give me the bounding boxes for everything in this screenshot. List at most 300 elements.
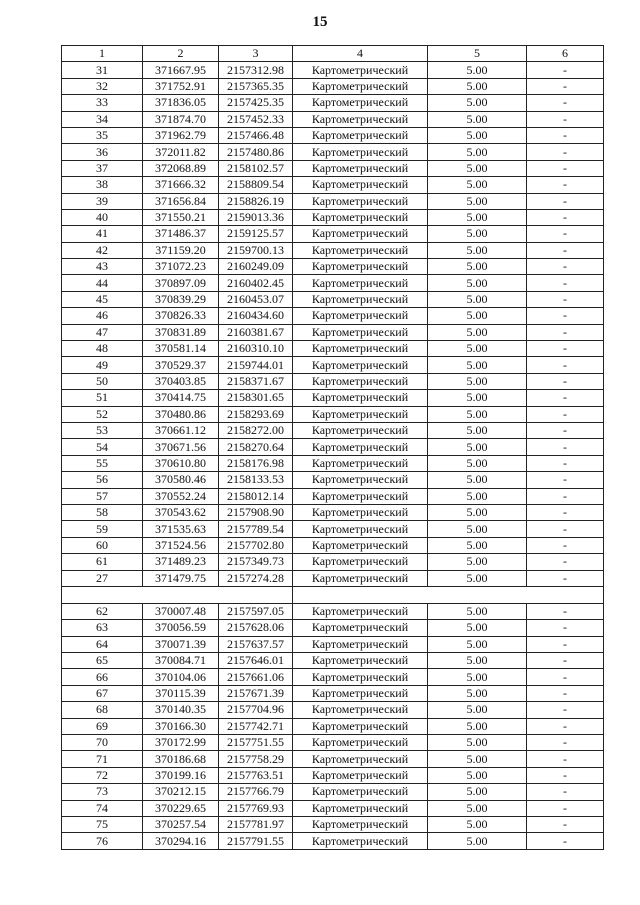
table-body-top	[62, 62, 604, 587]
table-row	[62, 177, 604, 193]
coordinates-table	[61, 45, 604, 850]
table-cell: 5.00	[428, 373, 527, 389]
table-cell: 38	[62, 177, 143, 193]
table-cell: -	[527, 160, 604, 176]
table-cell: Картометрический	[293, 259, 428, 275]
table-cell: 65	[62, 653, 143, 669]
table-cell: 2157480.86	[219, 144, 293, 160]
table-cell: 371159.20	[143, 242, 219, 258]
table-cell: -	[527, 226, 604, 242]
page-number: 15	[312, 14, 328, 30]
table-row	[62, 111, 604, 127]
table-row	[62, 78, 604, 94]
table-cell: 44	[62, 275, 143, 291]
table-row	[62, 308, 604, 324]
table-cell: -	[527, 324, 604, 340]
table-cell: 48	[62, 341, 143, 357]
table-cell: 2160402.45	[219, 275, 293, 291]
table-row	[62, 751, 604, 767]
table-cell: 2157766.79	[219, 784, 293, 800]
table-row	[62, 373, 604, 389]
table-cell: 5.00	[428, 95, 527, 111]
table-row	[62, 209, 604, 225]
table-cell: -	[527, 78, 604, 94]
table-cell: 33	[62, 95, 143, 111]
table-cell: 2157704.96	[219, 702, 293, 718]
table-cell: -	[527, 685, 604, 701]
table-cell: 5.00	[428, 357, 527, 373]
table-cell: -	[527, 784, 604, 800]
table-cell: 41	[62, 226, 143, 242]
table-row	[62, 275, 604, 291]
table-cell: 42	[62, 242, 143, 258]
table-row	[62, 833, 604, 849]
table-cell: 68	[62, 702, 143, 718]
table-cell: 5.00	[428, 735, 527, 751]
table-cell: Картометрический	[293, 422, 428, 438]
table-cell: 45	[62, 291, 143, 307]
table-cell: -	[527, 718, 604, 734]
table-cell: 2160310.10	[219, 341, 293, 357]
table-row	[62, 800, 604, 816]
table-cell: -	[527, 521, 604, 537]
table-cell: Картометрический	[293, 488, 428, 504]
table-cell: Картометрический	[293, 439, 428, 455]
table-separator	[62, 586, 604, 603]
table-cell: 5.00	[428, 570, 527, 586]
table-cell: 370084.71	[143, 653, 219, 669]
table-cell: -	[527, 735, 604, 751]
table-cell: 5.00	[428, 242, 527, 258]
table-cell: 5.00	[428, 718, 527, 734]
table-cell: 5.00	[428, 259, 527, 275]
table-cell: -	[527, 259, 604, 275]
table-cell: 370294.16	[143, 833, 219, 849]
table-cell: -	[527, 816, 604, 832]
table-cell: Картометрический	[293, 669, 428, 685]
table-cell: Картометрический	[293, 504, 428, 520]
table-row	[62, 784, 604, 800]
table-cell: Картометрический	[293, 570, 428, 586]
table-cell: 39	[62, 193, 143, 209]
table-cell: 370529.37	[143, 357, 219, 373]
table-cell: -	[527, 127, 604, 143]
table-cell: 370403.85	[143, 373, 219, 389]
table-header-row	[62, 46, 604, 62]
table-cell: 370007.48	[143, 603, 219, 619]
table-row	[62, 95, 604, 111]
table-cell: 35	[62, 127, 143, 143]
table-cell: 5.00	[428, 160, 527, 176]
table-cell: 27	[62, 570, 143, 586]
table-cell: Картометрический	[293, 554, 428, 570]
table-cell: 371524.56	[143, 537, 219, 553]
table-cell: 5.00	[428, 62, 527, 78]
table-cell: 371072.23	[143, 259, 219, 275]
table-row	[62, 767, 604, 783]
blank-separator-row	[62, 586, 604, 603]
table-cell: 5.00	[428, 455, 527, 471]
table-cell: 5.00	[428, 226, 527, 242]
table-cell: 47	[62, 324, 143, 340]
table-cell: -	[527, 554, 604, 570]
table-cell: 2157452.33	[219, 111, 293, 127]
table-cell: 2158176.98	[219, 455, 293, 471]
table-cell: 5.00	[428, 324, 527, 340]
table-cell: 370166.30	[143, 718, 219, 734]
table-cell: -	[527, 439, 604, 455]
table-cell: 36	[62, 144, 143, 160]
column-header: 3	[219, 46, 293, 62]
table-cell: Картометрический	[293, 209, 428, 225]
table-cell: -	[527, 702, 604, 718]
table-cell: 5.00	[428, 209, 527, 225]
table-cell: Картометрический	[293, 455, 428, 471]
table-cell: Картометрический	[293, 653, 428, 669]
table-cell: 70	[62, 735, 143, 751]
table-cell: Картометрический	[293, 226, 428, 242]
table-body-bottom	[62, 603, 604, 849]
table-cell: 370257.54	[143, 816, 219, 832]
table-cell: Картометрический	[293, 702, 428, 718]
table-cell: 2159744.01	[219, 357, 293, 373]
table-cell: -	[527, 767, 604, 783]
table-cell: 2157702.80	[219, 537, 293, 553]
table-cell: 370414.75	[143, 390, 219, 406]
table-cell: 370897.09	[143, 275, 219, 291]
table-cell: Картометрический	[293, 833, 428, 849]
table-row	[62, 620, 604, 636]
table-cell: 50	[62, 373, 143, 389]
table-cell: 2157349.73	[219, 554, 293, 570]
table-cell: 5.00	[428, 406, 527, 422]
table-cell: 2157312.98	[219, 62, 293, 78]
table-cell: -	[527, 669, 604, 685]
table-cell: 5.00	[428, 816, 527, 832]
table-cell: 51	[62, 390, 143, 406]
table-row	[62, 685, 604, 701]
table-cell: 370172.99	[143, 735, 219, 751]
table-cell: 2158270.64	[219, 439, 293, 455]
table-row	[62, 291, 604, 307]
table-cell: 370580.46	[143, 472, 219, 488]
table-cell: 72	[62, 767, 143, 783]
table-cell: 370610.80	[143, 455, 219, 471]
table-cell: 371962.79	[143, 127, 219, 143]
table-row	[62, 653, 604, 669]
table-cell: 5.00	[428, 702, 527, 718]
table-cell: 5.00	[428, 291, 527, 307]
table-cell: 57	[62, 488, 143, 504]
table-cell: 370212.15	[143, 784, 219, 800]
table-cell: Картометрический	[293, 718, 428, 734]
table-cell: Картометрический	[293, 521, 428, 537]
table-cell: -	[527, 833, 604, 849]
table-cell: Картометрический	[293, 636, 428, 652]
table-cell: 58	[62, 504, 143, 520]
table-cell: 49	[62, 357, 143, 373]
table-cell: 370552.24	[143, 488, 219, 504]
table-cell: Картометрический	[293, 751, 428, 767]
table-cell: 5.00	[428, 653, 527, 669]
table-cell: 370671.56	[143, 439, 219, 455]
table-cell: 2158133.53	[219, 472, 293, 488]
table-cell: Картометрический	[293, 127, 428, 143]
table-cell: -	[527, 504, 604, 520]
table-cell: 2160249.09	[219, 259, 293, 275]
table-cell: 371486.37	[143, 226, 219, 242]
table-cell: 2157637.57	[219, 636, 293, 652]
table-row	[62, 554, 604, 570]
table-cell: 370480.86	[143, 406, 219, 422]
table-cell: 2157661.06	[219, 669, 293, 685]
table-row	[62, 62, 604, 78]
table-cell: 61	[62, 554, 143, 570]
table-cell: Картометрический	[293, 144, 428, 160]
table-row	[62, 406, 604, 422]
table-cell: 371535.63	[143, 521, 219, 537]
table-cell: 2157791.55	[219, 833, 293, 849]
table-cell: 370186.68	[143, 751, 219, 767]
table-cell: 5.00	[428, 784, 527, 800]
table-cell: 5.00	[428, 751, 527, 767]
table-cell: 370581.14	[143, 341, 219, 357]
table-cell: 5.00	[428, 422, 527, 438]
table-cell: Картометрический	[293, 603, 428, 619]
table-cell: -	[527, 537, 604, 553]
table-cell: 370229.65	[143, 800, 219, 816]
table-cell: 370831.89	[143, 324, 219, 340]
table-cell: 5.00	[428, 488, 527, 504]
table-cell: 2159125.57	[219, 226, 293, 242]
table-cell: 370839.29	[143, 291, 219, 307]
table-cell: 46	[62, 308, 143, 324]
table-cell: -	[527, 242, 604, 258]
table-row	[62, 259, 604, 275]
table-cell: 2157628.06	[219, 620, 293, 636]
table-cell: -	[527, 488, 604, 504]
table-cell: -	[527, 95, 604, 111]
table-cell: 60	[62, 537, 143, 553]
table-cell: 5.00	[428, 800, 527, 816]
table-cell: 2158809.54	[219, 177, 293, 193]
table-cell: 5.00	[428, 504, 527, 520]
table-cell: 5.00	[428, 554, 527, 570]
table-cell: 2157789.54	[219, 521, 293, 537]
table-cell: 5.00	[428, 669, 527, 685]
table-cell: 5.00	[428, 308, 527, 324]
table-cell: 5.00	[428, 685, 527, 701]
table-cell: 2158826.19	[219, 193, 293, 209]
table-row	[62, 702, 604, 718]
table-cell: 2158301.65	[219, 390, 293, 406]
table-row	[62, 636, 604, 652]
table-cell: 34	[62, 111, 143, 127]
table-cell: 2157466.48	[219, 127, 293, 143]
table-cell: 371656.84	[143, 193, 219, 209]
table-cell: 371667.95	[143, 62, 219, 78]
table-row	[62, 816, 604, 832]
table-row	[62, 422, 604, 438]
table-cell: Картометрический	[293, 177, 428, 193]
table-cell: 2157274.28	[219, 570, 293, 586]
table-cell: Картометрический	[293, 291, 428, 307]
table-cell: -	[527, 751, 604, 767]
table-cell: 5.00	[428, 341, 527, 357]
table-row	[62, 341, 604, 357]
table-cell: -	[527, 275, 604, 291]
table-cell: 5.00	[428, 177, 527, 193]
table-cell: 370661.12	[143, 422, 219, 438]
table-cell: Картометрический	[293, 341, 428, 357]
table-cell: 372068.89	[143, 160, 219, 176]
table-row	[62, 439, 604, 455]
table-cell: 2157671.39	[219, 685, 293, 701]
table-cell: Картометрический	[293, 324, 428, 340]
table-row	[62, 193, 604, 209]
table-cell: 5.00	[428, 472, 527, 488]
table-cell: Картометрический	[293, 242, 428, 258]
table-cell: 73	[62, 784, 143, 800]
table-cell: 59	[62, 521, 143, 537]
table-cell: 74	[62, 800, 143, 816]
table-cell: 2157769.93	[219, 800, 293, 816]
table-cell: 5.00	[428, 144, 527, 160]
table-cell: Картометрический	[293, 784, 428, 800]
table-cell: Картометрический	[293, 735, 428, 751]
table-cell: Картометрический	[293, 160, 428, 176]
table-cell: Картометрический	[293, 357, 428, 373]
table-row	[62, 472, 604, 488]
table-cell: 71	[62, 751, 143, 767]
table-cell: -	[527, 653, 604, 669]
table-cell: 5.00	[428, 78, 527, 94]
table-cell: -	[527, 177, 604, 193]
table-row	[62, 455, 604, 471]
table-cell: -	[527, 603, 604, 619]
table-cell: 2157742.71	[219, 718, 293, 734]
table-cell: 2158371.67	[219, 373, 293, 389]
table-cell: -	[527, 406, 604, 422]
table-cell: 370543.62	[143, 504, 219, 520]
table-cell: 371752.91	[143, 78, 219, 94]
column-header: 5	[428, 46, 527, 62]
table-cell: -	[527, 341, 604, 357]
table-cell: Картометрический	[293, 78, 428, 94]
table-cell: 2157646.01	[219, 653, 293, 669]
table-cell: 370056.59	[143, 620, 219, 636]
table-cell: 2158012.14	[219, 488, 293, 504]
table-cell: 370071.39	[143, 636, 219, 652]
table-cell: Картометрический	[293, 308, 428, 324]
table-row	[62, 160, 604, 176]
column-header: 4	[293, 46, 428, 62]
table-cell: -	[527, 390, 604, 406]
table-cell: 370104.06	[143, 669, 219, 685]
table-cell: 5.00	[428, 537, 527, 553]
table-cell: Картометрический	[293, 111, 428, 127]
table-row	[62, 504, 604, 520]
column-header: 1	[62, 46, 143, 62]
table-cell: 67	[62, 685, 143, 701]
table-cell: -	[527, 111, 604, 127]
table-cell: -	[527, 62, 604, 78]
table-row	[62, 521, 604, 537]
table-cell: 5.00	[428, 833, 527, 849]
table-row	[62, 324, 604, 340]
table-cell: 56	[62, 472, 143, 488]
table-cell: Картометрический	[293, 275, 428, 291]
table-cell: 2157425.35	[219, 95, 293, 111]
table-cell: -	[527, 373, 604, 389]
table-cell: Картометрический	[293, 193, 428, 209]
table-cell: 40	[62, 209, 143, 225]
table-cell: 53	[62, 422, 143, 438]
table-cell: 370115.39	[143, 685, 219, 701]
table-cell: Картометрический	[293, 406, 428, 422]
table-cell: -	[527, 144, 604, 160]
table-cell: 55	[62, 455, 143, 471]
table-cell: -	[527, 570, 604, 586]
table-cell: 5.00	[428, 193, 527, 209]
table-cell: 2159013.36	[219, 209, 293, 225]
table-cell: 2157597.05	[219, 603, 293, 619]
table-cell: 63	[62, 620, 143, 636]
table-cell: 2157365.35	[219, 78, 293, 94]
blank-cell	[293, 586, 604, 603]
table-cell: 2160434.60	[219, 308, 293, 324]
table-cell: 5.00	[428, 439, 527, 455]
table-cell: 371874.70	[143, 111, 219, 127]
table-cell: 2157758.29	[219, 751, 293, 767]
table-row	[62, 357, 604, 373]
table-cell: -	[527, 209, 604, 225]
table-cell: 370199.16	[143, 767, 219, 783]
table-cell: 5.00	[428, 111, 527, 127]
table-row	[62, 735, 604, 751]
table-cell: Картометрический	[293, 685, 428, 701]
table-cell: -	[527, 472, 604, 488]
table-cell: 43	[62, 259, 143, 275]
table-cell: 2158293.69	[219, 406, 293, 422]
table-cell: 5.00	[428, 767, 527, 783]
table-row	[62, 226, 604, 242]
table-row	[62, 570, 604, 586]
table-cell: -	[527, 620, 604, 636]
table-cell: 2157751.55	[219, 735, 293, 751]
table-cell: 2160453.07	[219, 291, 293, 307]
table-cell: 370826.33	[143, 308, 219, 324]
table-cell: 2157763.51	[219, 767, 293, 783]
table-cell: Картометрический	[293, 537, 428, 553]
table-cell: 371489.23	[143, 554, 219, 570]
table-cell: Картометрический	[293, 767, 428, 783]
table-cell: 5.00	[428, 127, 527, 143]
table-cell: 32	[62, 78, 143, 94]
table-cell: -	[527, 308, 604, 324]
table-cell: 2157908.90	[219, 504, 293, 520]
column-header: 6	[527, 46, 604, 62]
table-cell: -	[527, 455, 604, 471]
table-cell: 62	[62, 603, 143, 619]
table-cell: 69	[62, 718, 143, 734]
table-row	[62, 242, 604, 258]
table-cell: 2157781.97	[219, 816, 293, 832]
table-cell: Картометрический	[293, 472, 428, 488]
table-cell: Картометрический	[293, 800, 428, 816]
table-cell: 37	[62, 160, 143, 176]
table-cell: 5.00	[428, 275, 527, 291]
